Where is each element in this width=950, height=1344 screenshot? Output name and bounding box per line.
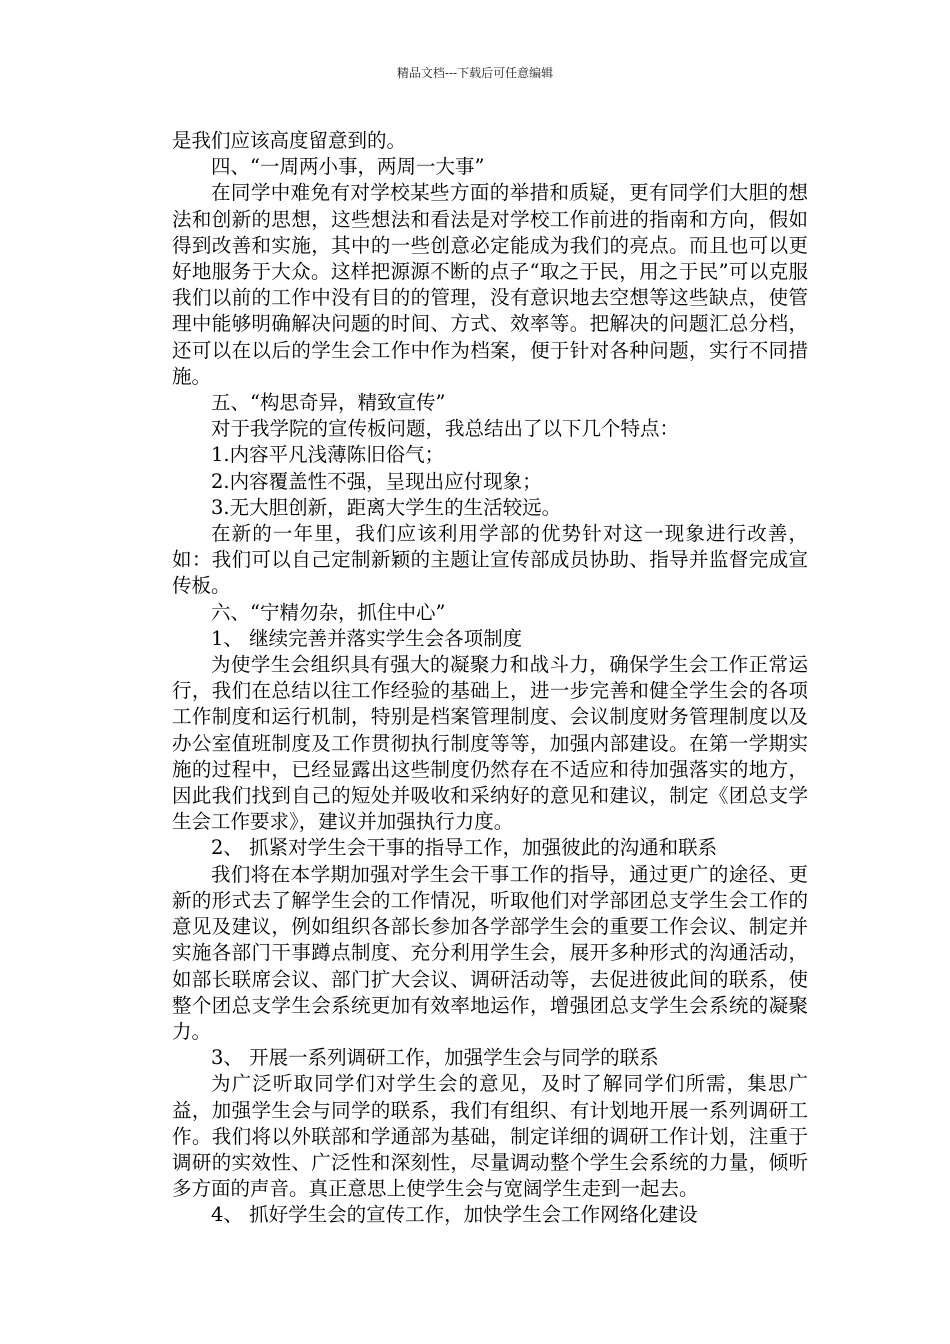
paragraph: 在同学中难免有对学校某些方面的举措和质疑，更有同学们大胆的想法和创新的思想，这些想法和看法是对学校工作前进的指南和方向，假如得到改善和实施，其中的一些创意必定能成为我们的亮点。而且也可以更好地服务于大众。这样把源源不断的点子“取之于民，用之于民”可以克服我们以前的工作中没有目的的管理，没有意识地去空想等这些缺点，使管理中能够明确解决问题的时间、方式、效率等。把解决的问题汇总分档，还可以在以后的学生会工作中作为档案，便于针对各种问题，实行不同措施。	[172, 181, 808, 388]
subsection-heading: 3、 开展一系列调研工作，加强学生会与同学的联系	[211, 1046, 659, 1070]
paragraph: 为使学生会组织具有强大的凝聚力和战斗力，确保学生会工作正常运行，我们在总结以往工作经验的基础上，进一步完善和健全学生会的各项工作制度和运行机制，特别是档案管理制度、会议制度财务管理制度以及办公室值班制度及工作贯彻执行制度等等，加强内部建设。在第一学期实施的过程中，已经显露出这些制度仍然存在不适应和待加强落实的地方，因此我们找到自己的短处并吸收和采纳好的意见和建议，制定《团总支学生会工作要求》，建议并加强执行力度。	[172, 653, 808, 834]
subsection-heading: 1、 继续完善并落实学生会各项制度	[211, 626, 523, 650]
list-item: 2.内容覆盖性不强，呈现出应付现象；	[211, 469, 542, 493]
list-item: 1.内容平凡浅薄陈旧俗气；	[211, 443, 445, 467]
page-header: 精品文档---下载后可任意编辑	[396, 66, 554, 80]
subsection-heading: 2、 抓紧对学生会干事的指导工作，加强彼此的沟通和联系	[211, 836, 718, 860]
subsection-heading: 4、 抓好学生会的宣传工作，加快学生会工作网络化建设	[211, 1203, 698, 1227]
document-body	[172, 128, 808, 1229]
paragraph: 为广泛听取同学们对学生会的意见，及时了解同学们所需，集思广益，加强学生会与同学的联系，我们有组织、有计划地开展一系列调研工作。我们将以外联部和学通部为基础，制定详细的调研工作计划，注重于调研的实效性、广泛性和深刻性，尽量调动整个学生会系统的力量，倾听多方面的声音。真正意思上使学生会与宽阔学生走到一起去。	[172, 1072, 808, 1201]
paragraph: 对于我学院的宣传板问题，我总结出了以下几个特点：	[211, 417, 680, 441]
paragraph: 在新的一年里，我们应该利用学部的优势针对这一现象进行改善，如：我们可以自己定制新颖的主题让宣传部成员协助、指导并监督完成宣传板。	[172, 522, 808, 598]
paragraph: 我们将在本学期加强对学生会干事工作的指导，通过更广的途径、更新的形式去了解学生会的工作情况，听取他们对学部团总支学生会工作的意见及建议，例如组织各部长参加各学部学生会的重要工作会议、制定并实施各部门干事蹲点制度、充分利用学生会，展开多种形式的沟通活动，如部长联席会议、部门扩大会议、调研活动等，去促进彼此间的联系，使整个团总支学生会系统更加有效率地运作，增强团总支学生会系统的凝聚力。	[172, 862, 808, 1043]
paragraph: 是我们应该高度留意到的。	[172, 129, 407, 152]
list-item: 3.无大胆创新，距离大学生的生活较远。	[211, 495, 562, 519]
section-heading: 六、“宁精勿杂，抓住中心”	[211, 600, 446, 624]
section-heading: 五、“构思奇异，精致宣传”	[211, 391, 446, 415]
section-heading: 四、“一周两小事，两周一大事”	[211, 155, 485, 179]
